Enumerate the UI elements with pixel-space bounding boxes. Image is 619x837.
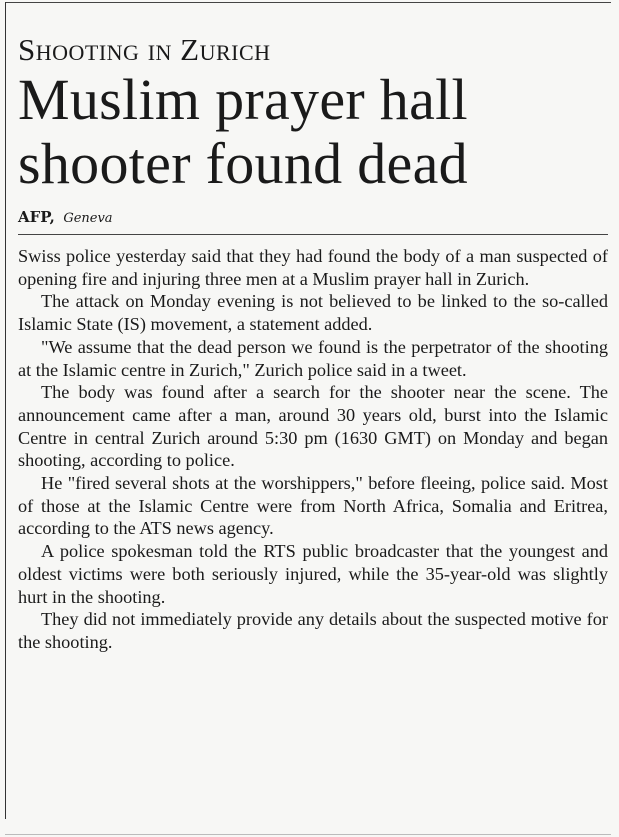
article-paragraph: They did not immediately provide any details about the suspected motive for the shooting. xyxy=(18,609,608,652)
byline-agency: AFP, xyxy=(18,208,55,226)
byline-dateline: Geneva xyxy=(63,211,113,226)
headline-line-2: shooter found dead xyxy=(18,131,468,196)
byline xyxy=(18,208,608,228)
article-paragraph: The attack on Monday evening is not believed to be linked to the so-called Islamic State (IS) movement, a statement added. xyxy=(18,291,608,335)
section-kicker: Shooting in Zurich xyxy=(18,32,271,67)
article-paragraph: He "fired several shots at the worshippers," before fleeing, police said. Most of those at the Islamic Centre were from North Africa, Somalia and Eritrea, according to the ATS news agency. xyxy=(18,473,608,539)
top-rule xyxy=(5,2,611,3)
article-paragraph: A police spokesman told the RTS public broadcaster that the youngest and oldest victims were both seriously injured, while the 35-year-old was slightly hurt in the shooting. xyxy=(18,541,608,607)
bottom-rule xyxy=(5,834,611,835)
headline xyxy=(18,68,608,196)
left-column-rule xyxy=(5,2,6,819)
article-paragraph: "We assume that the dead person we found is the perpetrator of the shooting at the Islamic centre in Zurich," Zurich police said in a tweet. xyxy=(18,336,608,380)
headline-line-1: Muslim prayer hall xyxy=(18,67,468,132)
article-paragraph: Swiss police yesterday said that they had found the body of a man suspected of opening fire and injuring three men at a Muslim prayer hall in Zurich. xyxy=(18,246,608,289)
article-body xyxy=(18,245,608,654)
article-paragraph: The body was found after a search for the shooter near the scene. The announcement came after a man, around 30 years old, burst into the Islamic Centre in central Zurich around 5:30 pm (1630 GMT) on Monday and began shooting, according to police. xyxy=(18,382,608,471)
news-article xyxy=(18,32,608,654)
byline-divider xyxy=(18,234,608,235)
